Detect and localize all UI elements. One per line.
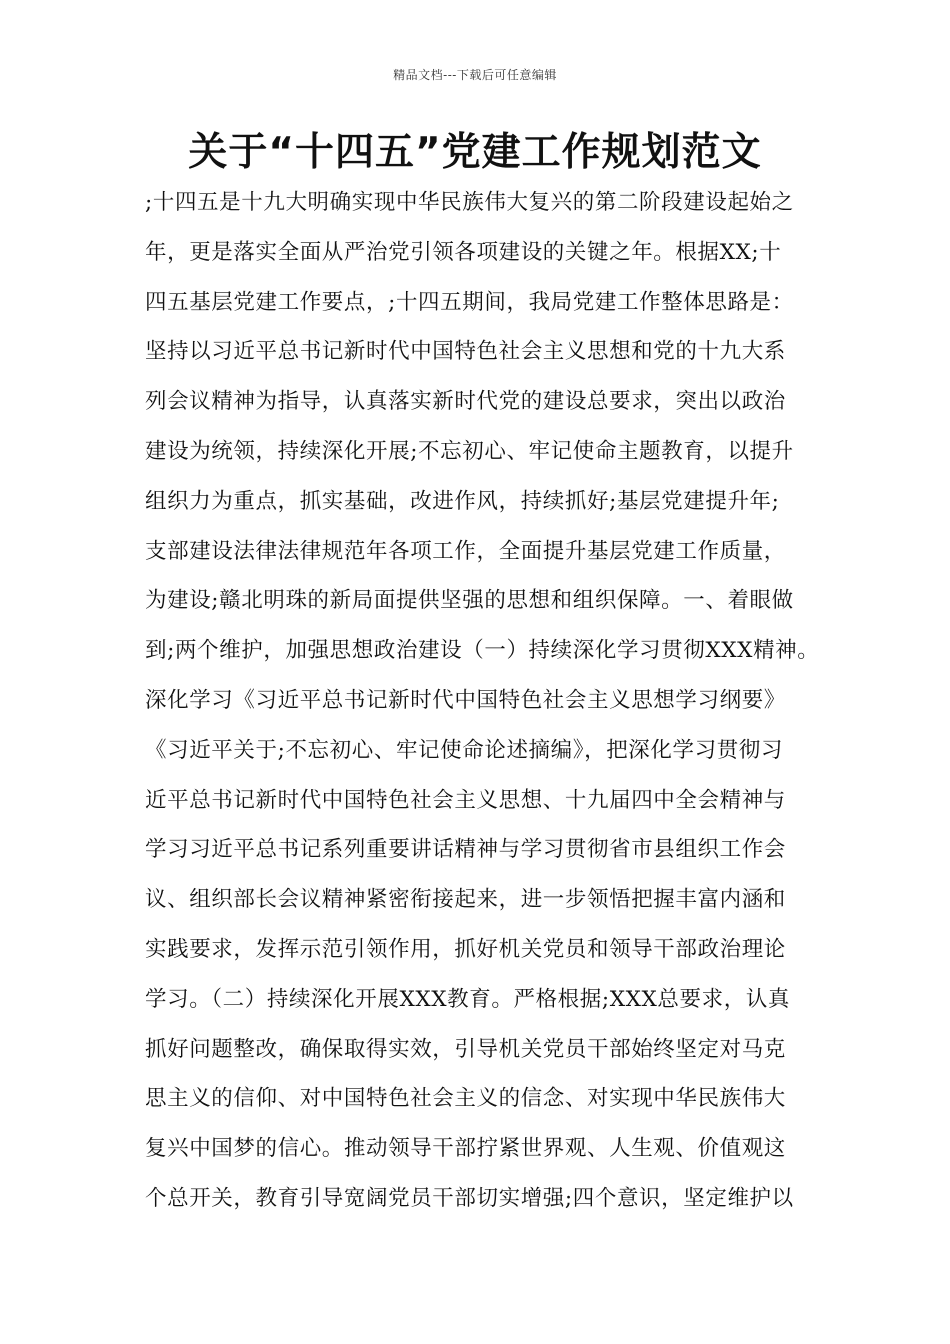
text-line: 组织力为重点，抓实基础，改进作风，持续抓好;基层党建提升年; xyxy=(145,488,780,514)
text-line: 年，更是落实全面从严治党引领各项建设的关键之年。根据XX;十 xyxy=(145,239,782,265)
text-line: 思主义的信仰、对中国特色社会主义的信念、对实现中华民族伟大 xyxy=(145,1086,786,1112)
text-line: 个总开关，教育引导宽阔党员干部切实增强;四个意识，坚定维护以 xyxy=(145,1185,794,1211)
body-text xyxy=(145,178,820,1224)
text-line: 深化学习《习近平总书记新时代中国特色社会主义思想学习纲要》 xyxy=(145,687,786,713)
header-note: 精品文档---下载后可任意编辑 xyxy=(393,68,557,82)
text-line: 支部建设法律法律规范年各项工作，全面提升基层党建工作质量， xyxy=(145,538,786,564)
text-line: 抓好问题整改，确保取得实效，引导机关党员干部始终坚定对马克 xyxy=(145,1036,786,1062)
text-line: 近平总书记新时代中国特色社会主义思想、十九届四中全会精神与 xyxy=(145,787,786,813)
text-line: 四五基层党建工作要点，;十四五期间，我局党建工作整体思路是： xyxy=(145,289,794,315)
text-line: 为建设;赣北明珠的新局面提供坚强的思想和组织保障。一、着眼做 xyxy=(145,588,794,614)
text-line: 建设为统领，持续深化开展;不忘初心、牢记使命主题教育，以提升 xyxy=(145,438,794,464)
document-title: 关于“十四五”党建工作规划范文 xyxy=(188,130,762,175)
text-line: ;十四五是十九大明确实现中华民族伟大复兴的第二阶段建设起始之 xyxy=(145,190,794,215)
text-line: 列会议精神为指导，认真落实新时代党的建设总要求，突出以政治 xyxy=(145,389,786,415)
text-line: 坚持以习近平总书记新时代中国特色社会主义思想和党的十九大系 xyxy=(145,339,786,365)
text-line: 复兴中国梦的信心。推动领导干部拧紧世界观、人生观、价值观这 xyxy=(145,1136,786,1162)
text-line: 议、组织部长会议精神紧密衔接起来，进一步领悟把握丰富内涵和 xyxy=(145,887,786,913)
text-line: 《习近平关于;不忘初心、牢记使命论述摘编》，把深化学习贯彻习 xyxy=(145,737,783,763)
text-line: 学习。（二）持续深化开展XXX教育。严格根据;XXX总要求，认真 xyxy=(145,986,791,1012)
text-line: 学习习近平总书记系列重要讲话精神与学习贯彻省市县组织工作会 xyxy=(145,837,786,863)
text-line: 实践要求，发挥示范引领作用，抓好机关党员和领导干部政治理论 xyxy=(145,936,786,962)
text-line: 到;两个维护，加强思想政治建设（一）持续深化学习贯彻XXX精神。 xyxy=(145,638,820,664)
